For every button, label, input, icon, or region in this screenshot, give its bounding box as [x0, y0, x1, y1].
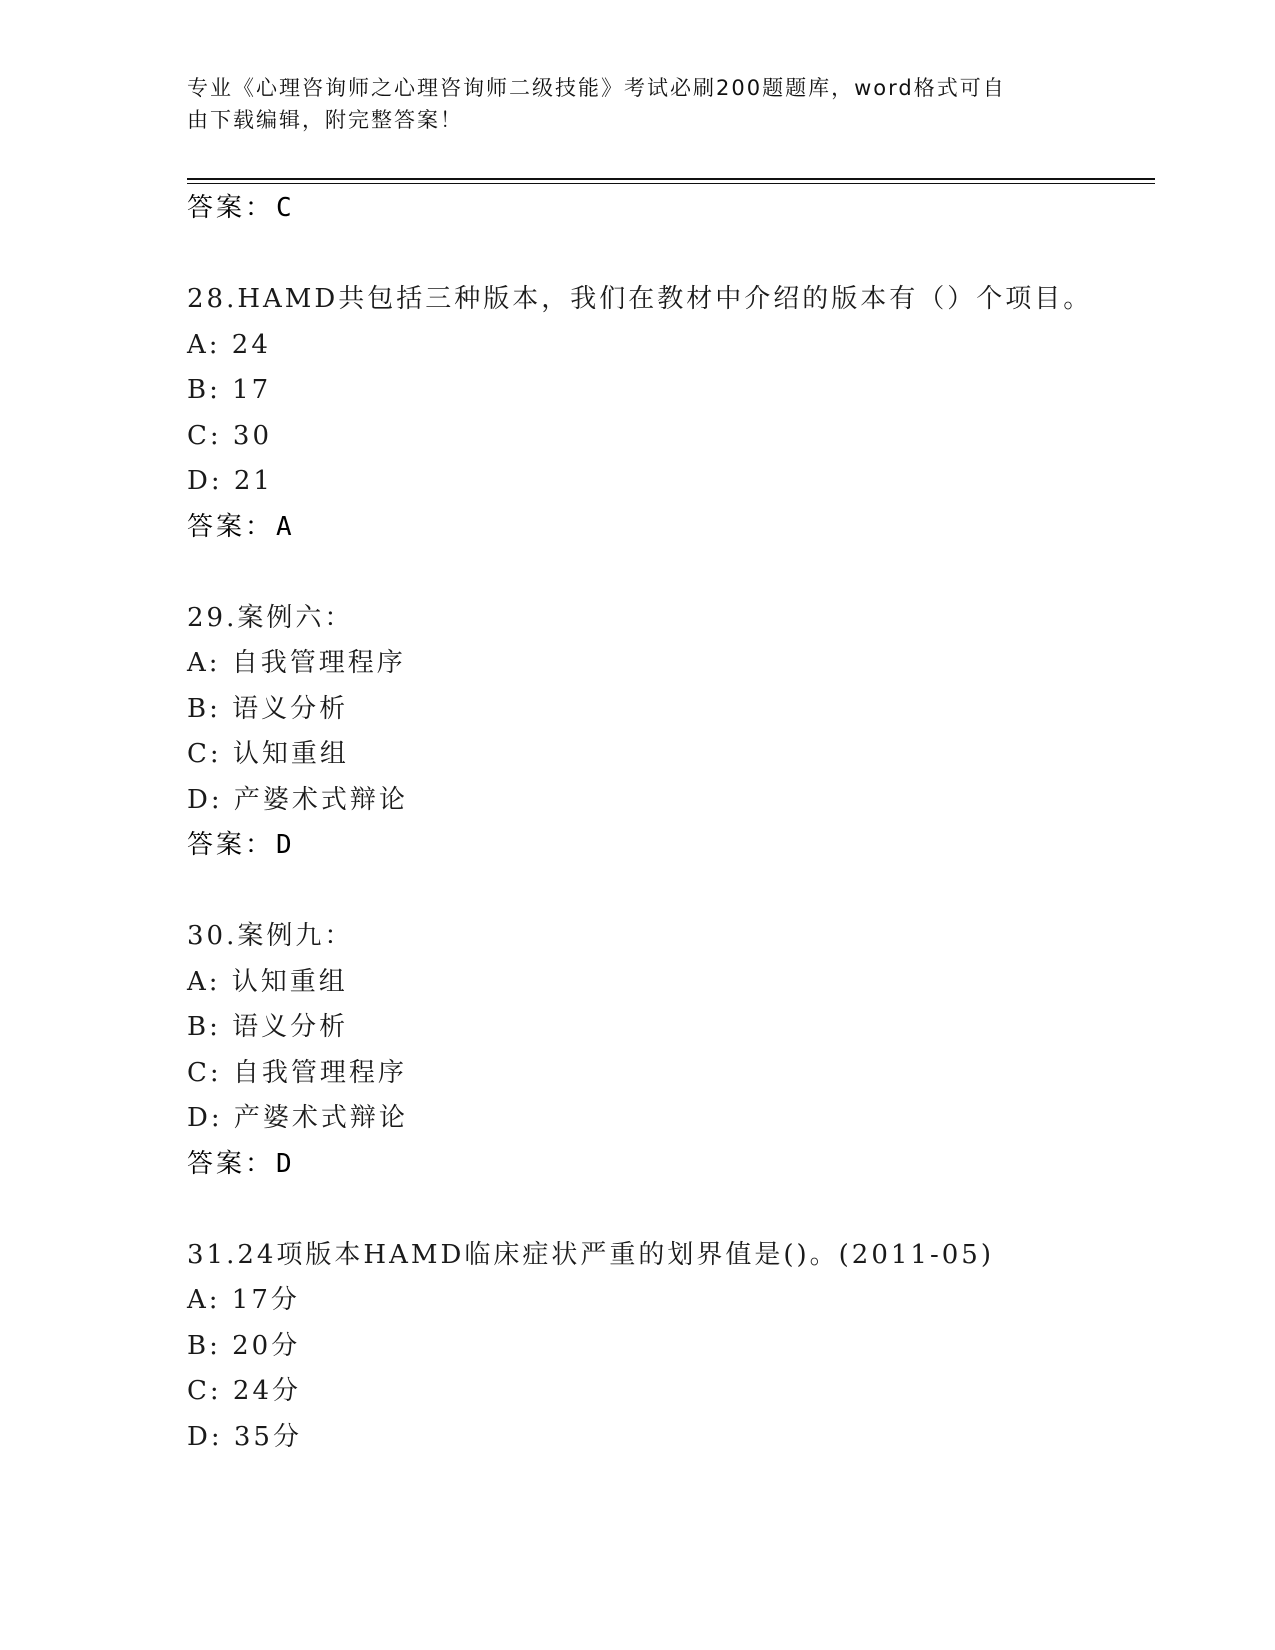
- answer-line: [187, 823, 1147, 869]
- option-a: A: 认知重组: [187, 966, 348, 997]
- option-a: A: 自我管理程序: [187, 648, 406, 678]
- option-b: B: 20分: [187, 1330, 301, 1361]
- option-d: D: 35分: [187, 1421, 302, 1452]
- question-stem: 29.案例六：: [187, 602, 354, 633]
- option-c: C: 30: [187, 420, 273, 451]
- option-d: D: 产婆术式辩论: [187, 784, 408, 815]
- answer-line: [187, 1142, 1147, 1188]
- question-list: [187, 186, 1147, 1460]
- header-line-2: 由下载编辑，附完整答案！: [187, 108, 463, 132]
- header-divider-thick: [187, 178, 1155, 180]
- option-a: A: 17分: [187, 1285, 300, 1315]
- option-c: C: 24分: [187, 1376, 302, 1406]
- question-stem: 31.24项版本HAMD临床症状严重的划界值是()。(2011-05): [187, 1239, 994, 1270]
- answer-value: D: [276, 1148, 295, 1179]
- question-block: [187, 1233, 1147, 1461]
- question-block: [187, 277, 1147, 550]
- option-d: D: 21: [187, 466, 273, 496]
- question-stem: 28.HAMD共包括三种版本，我们在教材中介绍的版本有（）个项目。: [187, 284, 1093, 314]
- answer-value: D: [276, 830, 295, 860]
- answer-label: 答案：: [187, 830, 275, 860]
- option-c: C: 认知重组: [187, 739, 349, 769]
- answer-label: 答案：: [187, 193, 275, 223]
- option-d: D: 产婆术式辩论: [187, 1103, 408, 1133]
- option-c: C: 自我管理程序: [187, 1057, 407, 1088]
- spacer: [187, 869, 1147, 915]
- answer-line: [187, 186, 1147, 232]
- spacer: [187, 1187, 1147, 1233]
- document-header: [187, 72, 1067, 136]
- spacer: [187, 232, 1147, 278]
- spacer: [187, 550, 1147, 596]
- option-b: B: 17: [187, 375, 272, 405]
- answer-value: A: [276, 511, 295, 542]
- answer-label: 答案：: [187, 511, 275, 542]
- question-stem: 30.案例九：: [187, 921, 354, 951]
- option-b: B: 语义分析: [187, 1012, 349, 1042]
- answer-line: [187, 505, 1147, 551]
- option-b: B: 语义分析: [187, 693, 349, 724]
- header-line-1: 专业《心理咨询师之心理咨询师二级技能》考试必刷200题题库，word格式可自: [187, 76, 1006, 100]
- option-a: A: 24: [187, 329, 271, 360]
- answer-value: C: [276, 193, 295, 223]
- question-block: [187, 596, 1147, 869]
- question-block: [187, 914, 1147, 1187]
- answer-label: 答案：: [187, 1148, 275, 1179]
- header-divider-thin: [187, 183, 1155, 184]
